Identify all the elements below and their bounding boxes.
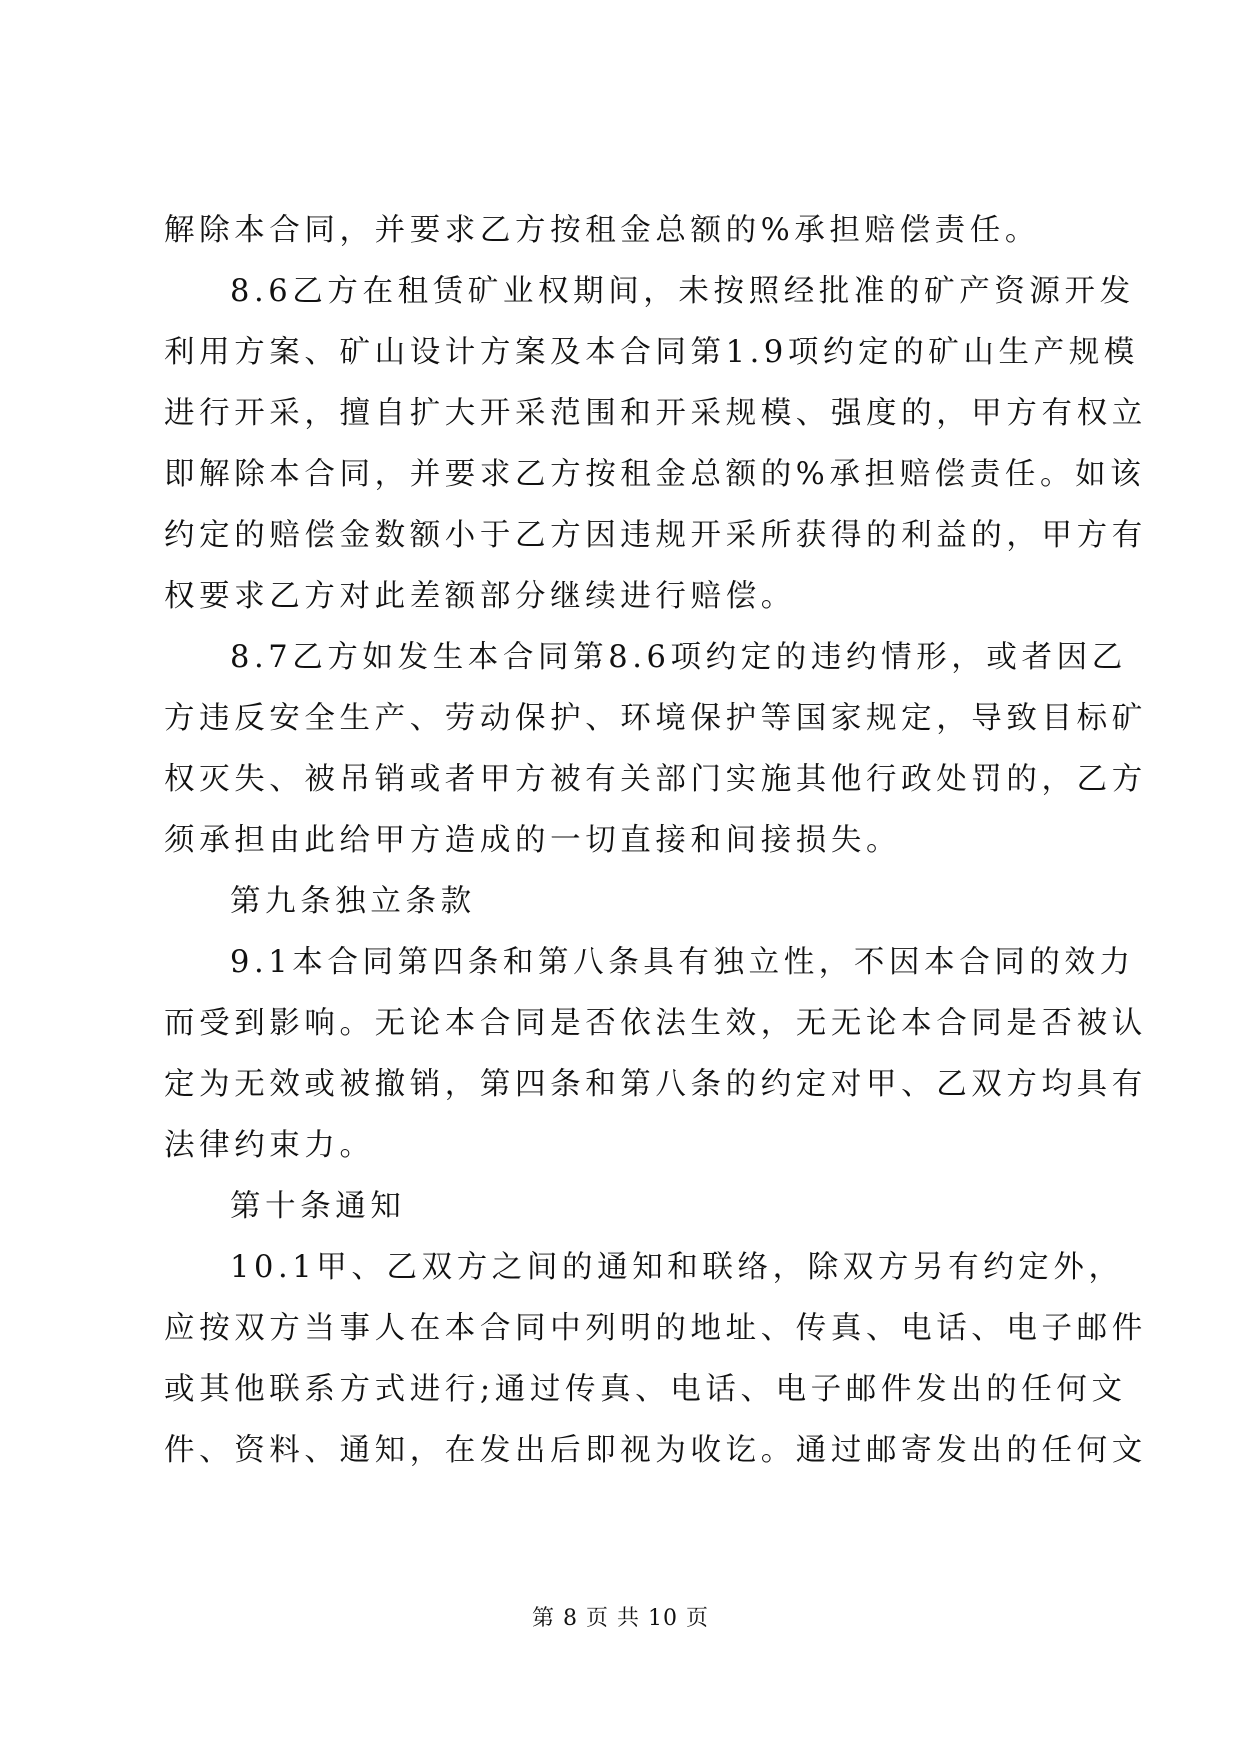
text-line: 权灭失、被吊销或者甲方被有关部门实施其他行政处罚的，乙方 <box>164 762 1147 797</box>
text-line: 解除本合同，并要求乙方按租金总额的%承担赔偿责任。 <box>164 213 1040 248</box>
text-line: 第九条独立条款 <box>230 884 476 919</box>
text-line: 9.1本合同第四条和第八条具有独立性，不因本合同的效力 <box>230 945 1135 980</box>
text-line: 方违反安全生产、劳动保护、环境保护等国家规定，导致目标矿 <box>164 701 1147 736</box>
text-line: 利用方案、矿山设计方案及本合同第1.9项约定的矿山生产规模 <box>164 335 1139 370</box>
text-line: 第十条通知 <box>230 1189 406 1224</box>
text-line: 8.7乙方如发生本合同第8.6项约定的违约情形，或者因乙 <box>230 640 1127 675</box>
text-line: 权要求乙方对此差额部分继续进行赔偿。 <box>164 579 796 614</box>
text-line: 即解除本合同，并要求乙方按租金总额的%承担赔偿责任。如该 <box>164 457 1146 492</box>
text-line: 定为无效或被撤销，第四条和第八条的约定对甲、乙双方均具有 <box>164 1067 1147 1102</box>
page-number-footer: 第 8 页 共 10 页 <box>532 1606 709 1631</box>
text-line: 件、资料、通知，在发出后即视为收讫。通过邮寄发出的任何文 <box>164 1433 1147 1468</box>
text-line: 8.6乙方在租赁矿业权期间，未按照经批准的矿产资源开发 <box>230 274 1135 309</box>
text-line: 10.1甲、乙双方之间的通知和联络，除双方另有约定外， <box>230 1250 1124 1285</box>
text-line: 约定的赔偿金数额小于乙方因违规开采所获得的利益的，甲方有 <box>164 518 1147 553</box>
text-line: 而受到影响。无论本合同是否依法生效，无无论本合同是否被认 <box>164 1006 1147 1041</box>
text-line: 或其他联系方式进行;通过传真、电话、电子邮件发出的任何文 <box>164 1372 1127 1407</box>
document-body <box>164 200 1147 1481</box>
text-line: 法律约束力。 <box>164 1128 375 1163</box>
text-line: 应按双方当事人在本合同中列明的地址、传真、电话、电子邮件 <box>164 1311 1147 1346</box>
text-line: 进行开采，擅自扩大开采范围和开采规模、强度的，甲方有权立 <box>164 396 1147 431</box>
text-line: 须承担由此给甲方造成的一切直接和间接损失。 <box>164 823 902 858</box>
